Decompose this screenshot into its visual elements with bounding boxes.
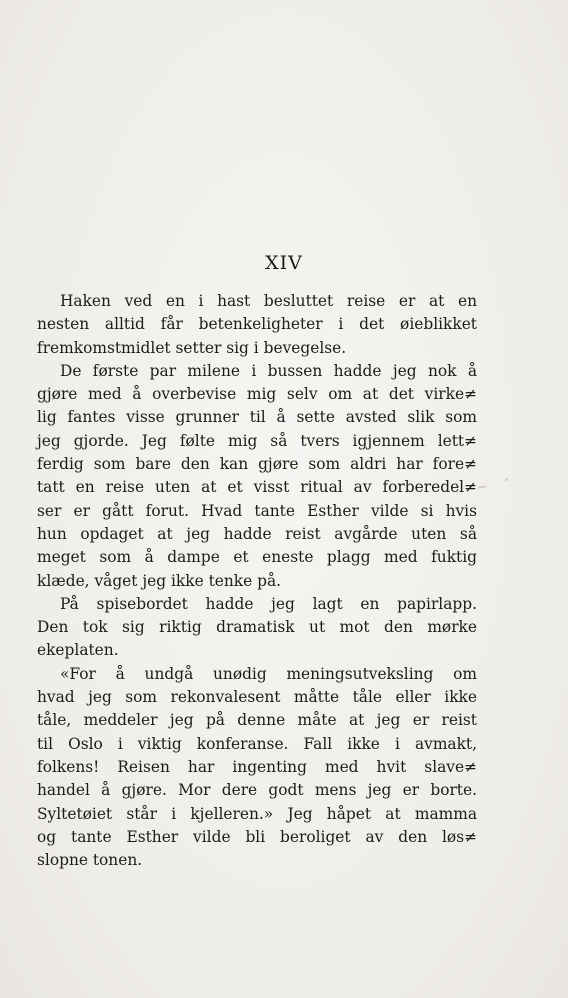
paper-mark bbox=[478, 485, 486, 488]
text-line: De første par milene i bussen hadde jeg nok å bbox=[60, 361, 477, 380]
text-line: ser er gått forut. Hvad tante Esther vilde si hvis bbox=[37, 501, 477, 520]
text-line: gjøre med å overbevise mig selv om at det virke≠ bbox=[37, 385, 477, 404]
text-line: hun opdaget at jeg hadde reist avgårde uten så bbox=[37, 524, 477, 543]
text-line: nesten alltid får betenkeligheter i det øieblikket bbox=[37, 315, 477, 334]
text-line: tåle, meddeler jeg på denne måte at jeg er reist bbox=[37, 711, 477, 730]
text-line: På spisebordet hadde jeg lagt en papirlapp. bbox=[60, 594, 477, 613]
text-line: ferdig som bare den kan gjøre som aldri har fore≠ bbox=[37, 455, 477, 474]
text-line: Syltetøiet står i kjelleren.» Jeg håpet at mamma bbox=[37, 804, 477, 823]
text-line: til Oslo i viktig konferanse. Fall ikke i avmakt, bbox=[37, 734, 477, 753]
text-line: slopne tonen. bbox=[37, 851, 143, 870]
text-line: og tante Esther vilde bli beroliget av den løs≠ bbox=[37, 827, 477, 846]
text-line: handel å gjøre. Mor dere godt mens jeg er borte. bbox=[37, 781, 477, 800]
text-line: ekeplaten. bbox=[37, 641, 119, 660]
text-line: «For å undgå unødig meningsutveksling om bbox=[60, 664, 477, 683]
text-line: Haken ved en i hast besluttet reise er at en bbox=[60, 292, 477, 310]
text-line: meget som å dampe et eneste plagg med fuktig bbox=[37, 548, 477, 567]
text-line: hvad jeg som rekonvalesent måtte tåle eller ikke bbox=[37, 688, 477, 707]
text-line: fremkomstmidlet setter sig i bevegelse. bbox=[37, 338, 347, 357]
chapter-heading: XIV bbox=[265, 252, 303, 274]
text-line: Den tok sig riktig dramatisk ut mot den mørke bbox=[37, 618, 477, 637]
body-text bbox=[37, 290, 477, 872]
text-line: folkens! Reisen har ingenting med hvit slave≠ bbox=[37, 757, 477, 776]
text-line: jeg gjorde. Jeg følte mig så tvers igjennem lett≠ bbox=[37, 431, 477, 450]
text-line: tatt en reise uten at et visst ritual av forberedel≠ bbox=[37, 478, 477, 497]
text-line: klæde, våget jeg ikke tenke på. bbox=[37, 571, 282, 590]
paper-speck bbox=[505, 478, 508, 481]
text-line: lig fantes visse grunner til å sette avsted slik som bbox=[37, 408, 477, 427]
